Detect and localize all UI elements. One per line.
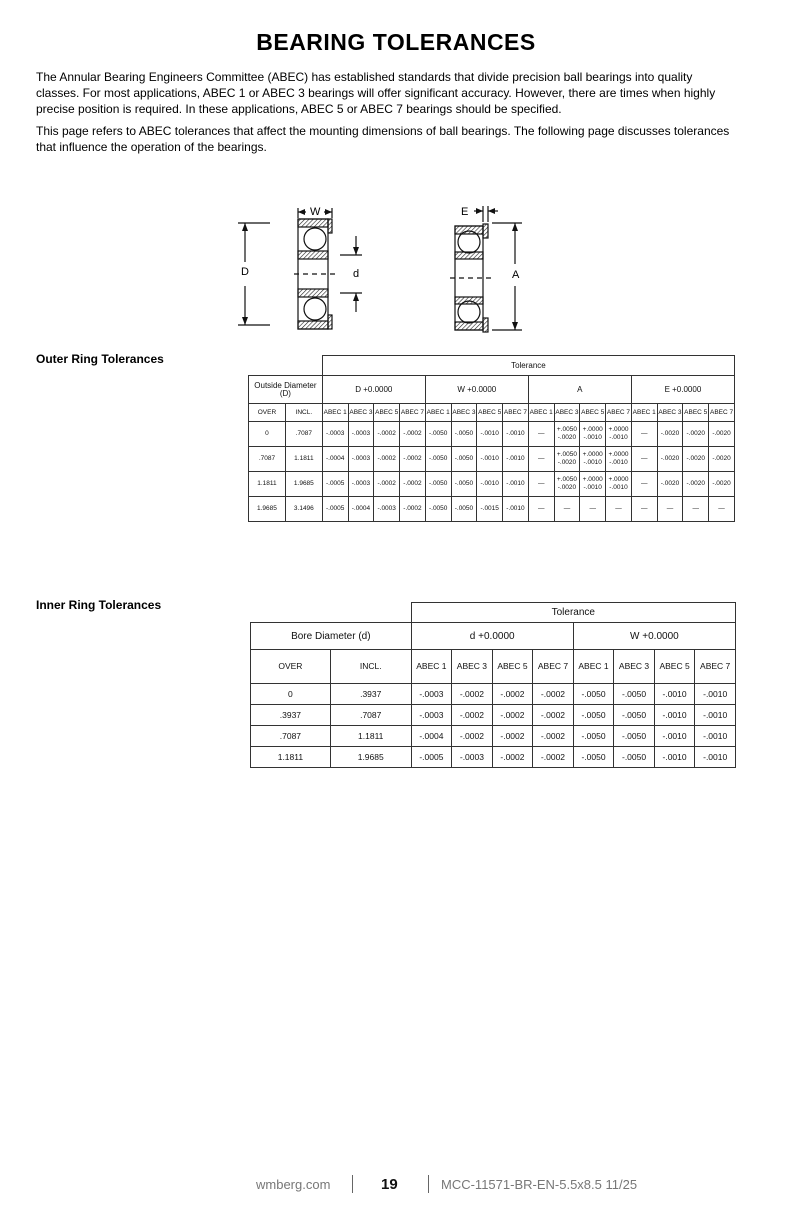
group-header: W +0.0000 <box>573 623 735 650</box>
table-cell: -.0050 <box>573 747 614 768</box>
table-cell: 3.1496 <box>285 497 322 522</box>
inner-table-row <box>251 747 736 768</box>
table-cell: -.0020 <box>683 422 709 447</box>
diagram-label-D: D <box>241 266 249 278</box>
table-cell: -.0003 <box>348 472 374 497</box>
footer-divider <box>352 1175 353 1193</box>
diagram-label-W: W <box>310 206 321 218</box>
abec-header: ABEC 7 <box>695 650 736 684</box>
table-cell: -.0010 <box>654 705 695 726</box>
abec-header: ABEC 7 <box>533 650 574 684</box>
table-cell: -.0020 <box>709 472 735 497</box>
table-cell: -.0020 <box>683 472 709 497</box>
abec-header: ABEC 7 <box>606 404 632 422</box>
abec-header: ABEC 5 <box>580 404 606 422</box>
tolerance-header: Tolerance <box>322 356 734 376</box>
abec-header: ABEC 5 <box>492 650 533 684</box>
page-footer <box>0 1177 792 1193</box>
table-cell: -.0020 <box>709 447 735 472</box>
table-cell: — <box>554 497 580 522</box>
abec-header: ABEC 5 <box>374 404 400 422</box>
table-cell: — <box>683 497 709 522</box>
group-header: d +0.0000 <box>411 623 573 650</box>
table-cell: -.0050 <box>614 705 655 726</box>
group-header: W +0.0000 <box>425 376 528 404</box>
diameter-header: Bore Diameter (d) <box>251 623 412 650</box>
table-cell: -.0002 <box>452 705 493 726</box>
table-cell: -.0002 <box>533 747 574 768</box>
table-cell: -.0020 <box>657 472 683 497</box>
table-cell: +.0050 -.0020 <box>554 447 580 472</box>
table-cell: — <box>657 497 683 522</box>
table-cell: -.0004 <box>322 447 348 472</box>
table-cell: -.0002 <box>492 684 533 705</box>
table-cell: -.0002 <box>374 447 400 472</box>
table-cell: 1.9685 <box>285 472 322 497</box>
table-cell: -.0010 <box>477 422 503 447</box>
abec-header: ABEC 3 <box>348 404 374 422</box>
table-cell: -.0010 <box>477 472 503 497</box>
abec-header: ABEC 3 <box>452 650 493 684</box>
table-cell: -.0050 <box>614 747 655 768</box>
table-cell: 1.9685 <box>249 497 286 522</box>
table-cell: -.0010 <box>477 447 503 472</box>
abec-header: ABEC 1 <box>573 650 614 684</box>
table-cell: — <box>528 422 554 447</box>
abec-header: ABEC 3 <box>614 650 655 684</box>
table-cell: .7087 <box>251 726 331 747</box>
table-cell: -.0020 <box>657 447 683 472</box>
abec-header: ABEC 1 <box>322 404 348 422</box>
table-cell: -.0003 <box>322 422 348 447</box>
table-cell: -.0002 <box>533 705 574 726</box>
table-cell: — <box>528 472 554 497</box>
abec-header: ABEC 3 <box>554 404 580 422</box>
table-cell: +.0000 -.0010 <box>580 447 606 472</box>
over-header: OVER <box>249 404 286 422</box>
table-cell: 0 <box>249 422 286 447</box>
table-cell: -.0050 <box>451 422 477 447</box>
table-cell: — <box>631 422 657 447</box>
table-cell: -.0005 <box>411 747 452 768</box>
table-cell: .7087 <box>249 447 286 472</box>
table-cell: -.0050 <box>573 726 614 747</box>
outer-ring-heading: Outer Ring Tolerances <box>36 352 164 366</box>
table-cell: — <box>580 497 606 522</box>
abec-header: ABEC 1 <box>631 404 657 422</box>
outer-ring-tolerance-table <box>248 355 735 522</box>
abec-header: ABEC 1 <box>411 650 452 684</box>
footer-website[interactable]: wmberg.com <box>256 1177 331 1192</box>
table-cell: -.0002 <box>533 726 574 747</box>
outer-table-row <box>249 447 735 472</box>
table-cell: -.0003 <box>348 447 374 472</box>
table-cell: -.0050 <box>573 705 614 726</box>
table-cell: -.0010 <box>503 447 529 472</box>
diagram-label-E: E <box>461 206 469 218</box>
table-cell: +.0000 -.0010 <box>606 472 632 497</box>
table-cell: 0 <box>251 684 331 705</box>
table-cell: -.0010 <box>654 726 695 747</box>
table-cell: 1.1811 <box>249 472 286 497</box>
over-header: OVER <box>251 650 331 684</box>
table-cell: .7087 <box>330 705 411 726</box>
tolerance-header: Tolerance <box>411 603 735 623</box>
table-cell: -.0050 <box>614 726 655 747</box>
diameter-header: Outside Diameter (D) <box>249 376 323 404</box>
table-cell: — <box>631 447 657 472</box>
abec-header: ABEC 1 <box>528 404 554 422</box>
page-number: 19 <box>381 1176 398 1193</box>
table-cell: -.0015 <box>477 497 503 522</box>
table-cell: -.0002 <box>374 422 400 447</box>
abec-header: ABEC 5 <box>683 404 709 422</box>
table-cell: 1.9685 <box>330 747 411 768</box>
incl-header: INCL. <box>330 650 411 684</box>
abec-header: ABEC 3 <box>451 404 477 422</box>
group-header: E +0.0000 <box>631 376 734 404</box>
table-cell: +.0050 -.0020 <box>554 422 580 447</box>
table-cell: -.0010 <box>503 422 529 447</box>
table-cell: +.0000 -.0010 <box>580 422 606 447</box>
abec-header: ABEC 5 <box>654 650 695 684</box>
inner-table-row <box>251 684 736 705</box>
group-header: A <box>528 376 631 404</box>
document-code: MCC-11571-BR-EN-5.5x8.5 11/25 <box>441 1177 638 1192</box>
table-cell: 1.1811 <box>330 726 411 747</box>
table-cell: -.0005 <box>322 472 348 497</box>
table-cell: +.0000 -.0010 <box>606 447 632 472</box>
page-title: BEARING TOLERANCES <box>256 29 536 55</box>
table-cell: -.0010 <box>695 705 736 726</box>
table-cell: -.0004 <box>348 497 374 522</box>
inner-table-row <box>251 705 736 726</box>
table-cell: +.0050 -.0020 <box>554 472 580 497</box>
table-cell: -.0002 <box>400 497 426 522</box>
footer-divider <box>428 1175 429 1193</box>
intro-paragraph-2: This page refers to ABEC tolerances that affect the mounting dimensions of ball bearings. The following page discusses tolerances that influence the operation of the bearings. <box>36 124 730 154</box>
table-cell: — <box>528 497 554 522</box>
inner-ring-tolerance-table <box>250 602 736 768</box>
table-cell: -.0002 <box>400 422 426 447</box>
inner-table-row <box>251 726 736 747</box>
table-cell: -.0050 <box>451 447 477 472</box>
table-cell: -.0002 <box>374 472 400 497</box>
table-cell: -.0004 <box>411 726 452 747</box>
table-cell: +.0000 -.0010 <box>580 472 606 497</box>
table-cell: — <box>631 472 657 497</box>
table-cell: -.0002 <box>492 705 533 726</box>
abec-header: ABEC 5 <box>477 404 503 422</box>
table-cell: 1.1811 <box>251 747 331 768</box>
table-cell: -.0002 <box>452 726 493 747</box>
table-cell: -.0020 <box>683 447 709 472</box>
table-cell: -.0020 <box>709 422 735 447</box>
table-cell: -.0050 <box>425 447 451 472</box>
table-cell: — <box>709 497 735 522</box>
table-cell: .3937 <box>251 705 331 726</box>
inner-ring-heading: Inner Ring Tolerances <box>36 598 162 612</box>
table-cell: .7087 <box>285 422 322 447</box>
table-cell: -.0003 <box>348 422 374 447</box>
table-cell: -.0050 <box>573 684 614 705</box>
table-cell: -.0003 <box>374 497 400 522</box>
table-cell: -.0002 <box>400 472 426 497</box>
outer-table-row <box>249 472 735 497</box>
table-cell: -.0010 <box>654 684 695 705</box>
table-cell: -.0050 <box>425 422 451 447</box>
intro-paragraph-1: The Annular Bearing Engineers Committee (ABEC) has established standards that divide precision ball bearings into quality classes. For most applications, ABEC 1 or ABEC 3 bearings will offer significant accuracy. However, there are times when highly precise position is required. In these applications, ABEC 5 or ABEC 7 bearings should be specified. <box>36 70 716 116</box>
abec-header: ABEC 7 <box>503 404 529 422</box>
table-cell: -.0003 <box>452 747 493 768</box>
abec-header: ABEC 7 <box>400 404 426 422</box>
table-cell: -.0010 <box>695 726 736 747</box>
outer-table-row <box>249 422 735 447</box>
table-cell: -.0010 <box>695 747 736 768</box>
table-cell: -.0010 <box>503 472 529 497</box>
table-cell: -.0003 <box>411 684 452 705</box>
table-cell: -.0050 <box>614 684 655 705</box>
table-cell: -.0005 <box>322 497 348 522</box>
table-cell: -.0002 <box>492 726 533 747</box>
table-cell: -.0010 <box>503 497 529 522</box>
table-cell: -.0050 <box>425 472 451 497</box>
abec-header: ABEC 3 <box>657 404 683 422</box>
table-cell: -.0002 <box>452 684 493 705</box>
table-cell: — <box>528 447 554 472</box>
table-cell: — <box>606 497 632 522</box>
table-cell: +.0000 -.0010 <box>606 422 632 447</box>
table-cell: — <box>631 497 657 522</box>
table-cell: .3937 <box>330 684 411 705</box>
abec-header: ABEC 1 <box>425 404 451 422</box>
table-cell: -.0050 <box>451 472 477 497</box>
table-cell: 1.1811 <box>285 447 322 472</box>
table-cell: -.0050 <box>451 497 477 522</box>
table-cell: -.0050 <box>425 497 451 522</box>
diagram-label-A: A <box>512 269 520 281</box>
table-cell: -.0020 <box>657 422 683 447</box>
diagram-label-d: d <box>353 268 360 280</box>
group-header: D +0.0000 <box>322 376 425 404</box>
table-cell: -.0010 <box>695 684 736 705</box>
table-cell: -.0003 <box>411 705 452 726</box>
table-cell: -.0002 <box>400 447 426 472</box>
abec-header: ABEC 7 <box>709 404 735 422</box>
table-cell: -.0002 <box>533 684 574 705</box>
table-cell: -.0010 <box>654 747 695 768</box>
incl-header: INCL. <box>285 404 322 422</box>
table-cell: -.0002 <box>492 747 533 768</box>
bearing-dimension-diagram <box>230 196 570 342</box>
outer-table-row <box>249 497 735 522</box>
